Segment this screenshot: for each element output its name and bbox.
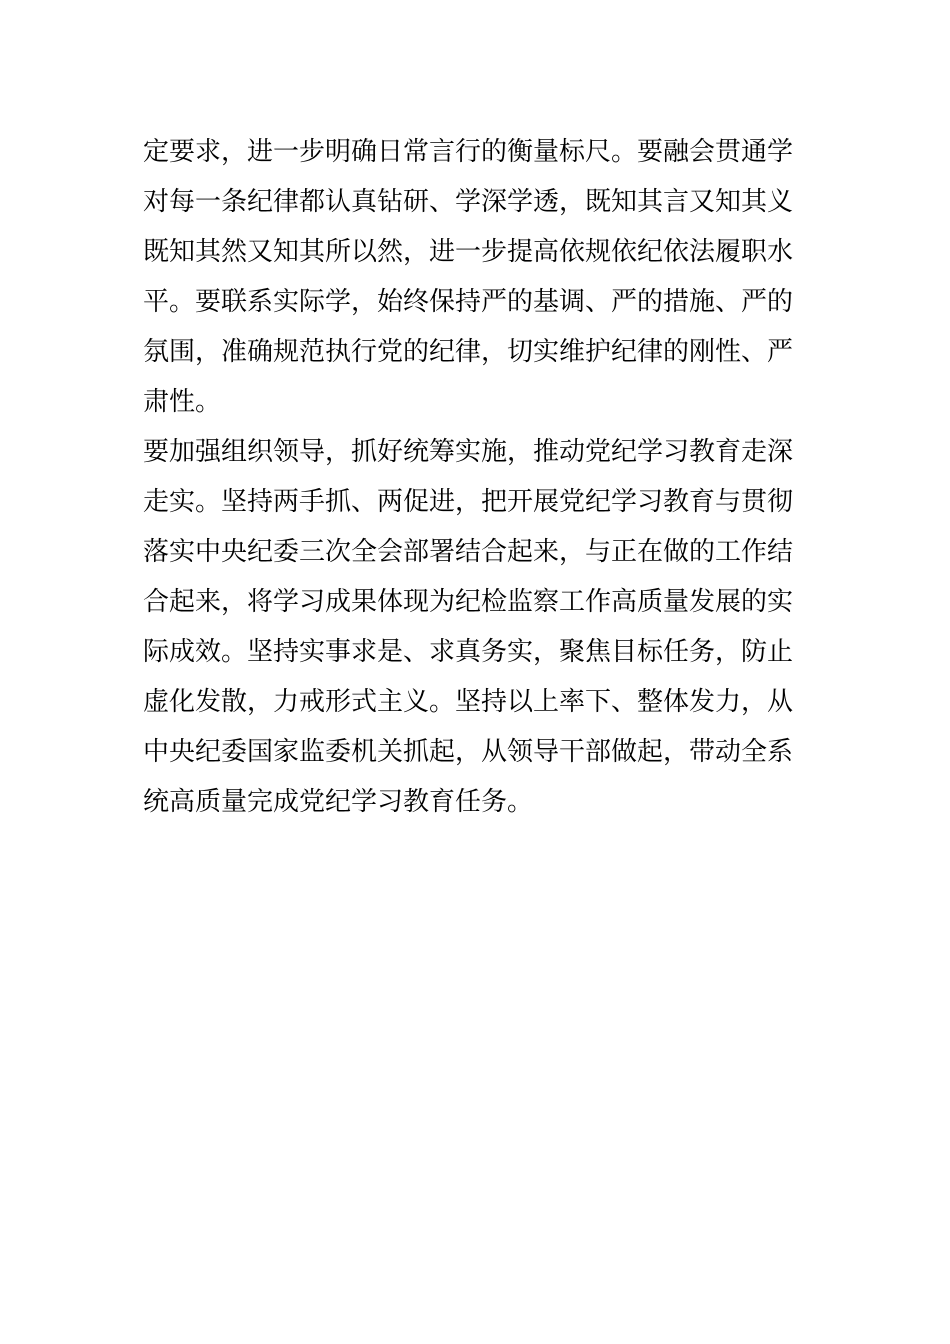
text-line: 统高质量完成党纪学习教育任务。: [143, 787, 534, 817]
text-line: 肃性。: [143, 387, 222, 417]
text-line: 氛围，准确规范执行党的纪律，切实维护纪律的刚性、严: [143, 337, 794, 367]
text-line: 际成效。坚持实事求是、求真务实，聚焦目标任务，防止: [143, 637, 794, 667]
document-body: [143, 127, 823, 827]
text-line: 走实。坚持两手抓、两促进，把开展党纪学习教育与贯彻: [143, 487, 794, 517]
text-line: 虚化发散，力戒形式主义。坚持以上率下、整体发力，从: [143, 687, 794, 717]
text-line: 平。要联系实际学，始终保持严的基调、严的措施、严的: [143, 287, 794, 317]
text-line: 合起来，将学习成果体现为纪检监察工作高质量发展的实: [143, 587, 794, 617]
text-line: 既知其然又知其所以然，进一步提高依规依纪依法履职水: [143, 237, 794, 267]
text-line: 中央纪委国家监委机关抓起，从领导干部做起，带动全系: [143, 737, 794, 767]
text-line: 落实中央纪委三次全会部署结合起来，与正在做的工作结: [143, 537, 794, 567]
text-line: 对每一条纪律都认真钻研、学深学透，既知其言又知其义: [143, 187, 794, 217]
text-line: 要加强组织领导，抓好统筹实施，推动党纪学习教育走深: [143, 437, 794, 467]
text-line: 定要求，进一步明确日常言行的衡量标尺。要融会贯通学: [143, 137, 794, 167]
